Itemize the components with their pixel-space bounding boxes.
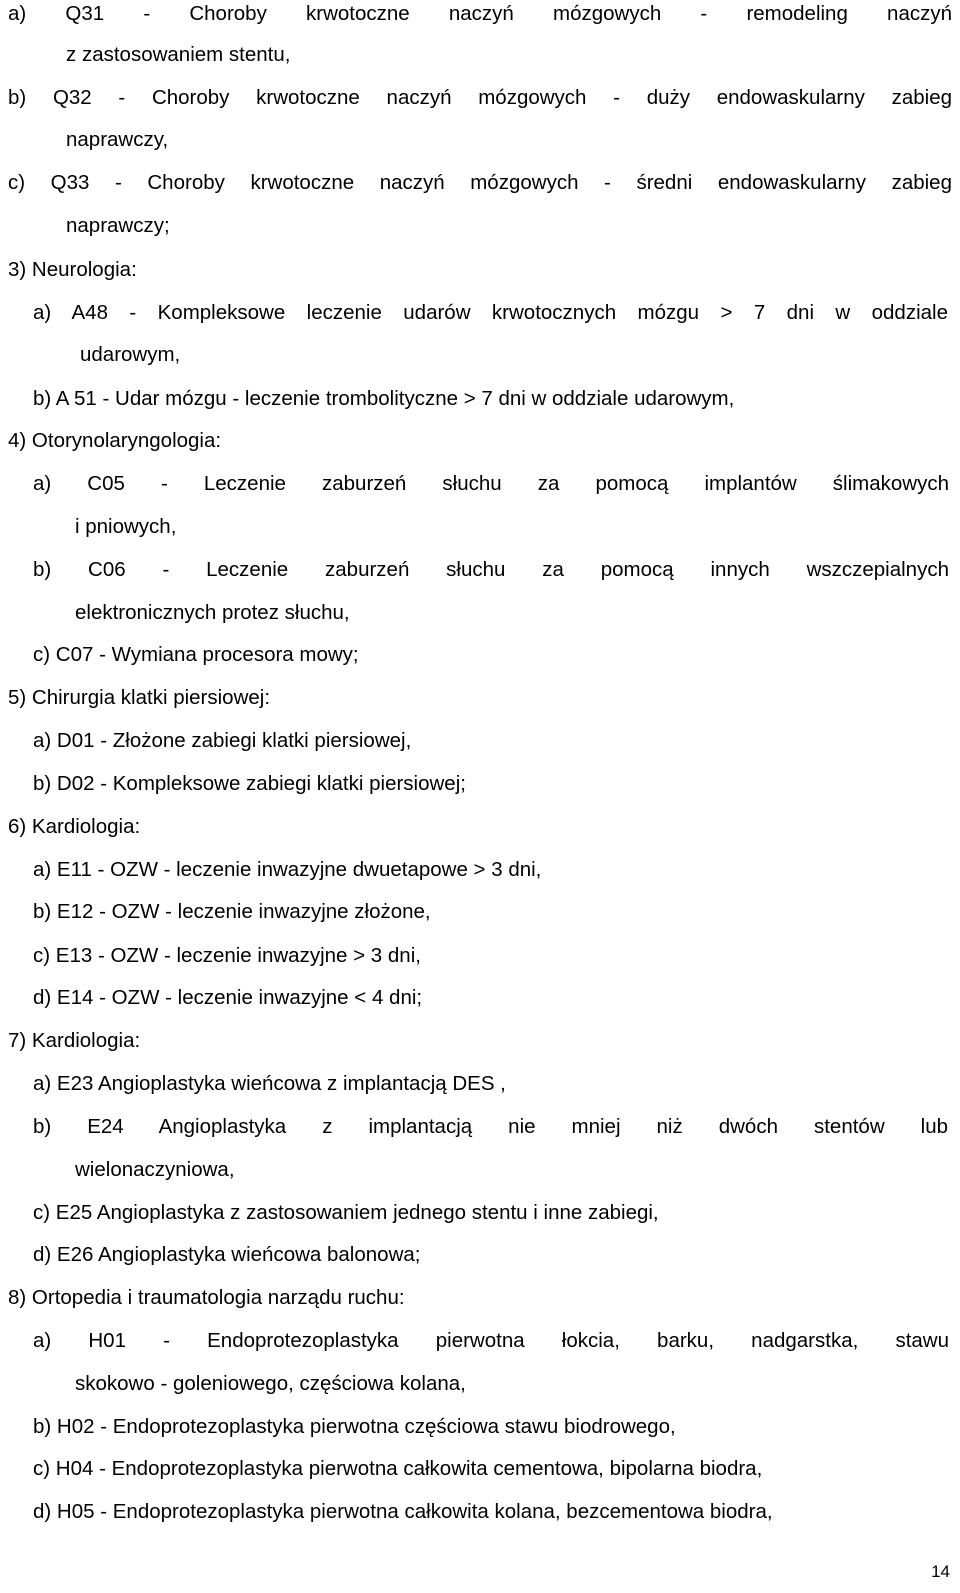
list-item-e14: d) E14 - OZW - leczenie inwazyjne < 4 dni; — [33, 986, 423, 1009]
list-item-e13: c) E13 - OZW - leczenie inwazyjne > 3 dni, — [33, 944, 421, 967]
list-item-e24: b) E24 Angioplastyka z implantacją nie mniej niż dwóch stentów lub — [33, 1115, 948, 1138]
section-heading-kardiologia-7: 7) Kardiologia: — [8, 1029, 141, 1052]
list-item-c06: b) C06 - Leczenie zaburzeń słuchu za pomocą innych wszczepialnych — [33, 558, 949, 581]
list-item-a51: b) A 51 - Udar mózgu - leczenie trombolityczne > 7 dni w oddziale udarowym, — [33, 387, 735, 410]
list-item-d01: a) D01 - Złożone zabiegi klatki piersiowej, — [33, 729, 412, 752]
list-item-e23: a) E23 Angioplastyka wieńcowa z implantacją DES , — [33, 1072, 506, 1095]
list-item-h01: a) H01 - Endoprotezoplastyka pierwotna łokcia, barku, nadgarstka, stawu — [33, 1329, 949, 1352]
list-item-q31-cont: z zastosowaniem stentu, — [66, 43, 291, 66]
list-item-a48: a) A48 - Kompleksowe leczenie udarów krwotocznych mózgu > 7 dni w oddziale — [33, 301, 948, 324]
list-item-e11: a) E11 - OZW - leczenie inwazyjne dwuetapowe > 3 dni, — [33, 858, 542, 881]
list-item-e12: b) E12 - OZW - leczenie inwazyjne złożone, — [33, 900, 431, 923]
list-item-e25: c) E25 Angioplastyka z zastosowaniem jednego stentu i inne zabiegi, — [33, 1201, 659, 1224]
section-heading-otorynolaryngologia: 4) Otorynolaryngologia: — [8, 429, 222, 452]
list-item-q32-cont: naprawczy, — [66, 128, 169, 151]
page-number: 14 — [931, 1562, 950, 1581]
list-item-h04: c) H04 - Endoprotezoplastyka pierwotna całkowita cementowa, bipolarna biodra, — [33, 1457, 763, 1480]
section-heading-neurologia: 3) Neurologia: — [8, 258, 137, 281]
list-item-c07: c) C07 - Wymiana procesora mowy; — [33, 643, 359, 666]
list-item-a48-cont: udarowym, — [80, 343, 181, 366]
list-item-e24-cont: wielonaczyniowa, — [75, 1158, 235, 1181]
list-item-q31: a) Q31 - Choroby krwotoczne naczyń mózgowych - remodeling naczyń — [8, 2, 952, 25]
list-item-h05: d) H05 - Endoprotezoplastyka pierwotna całkowita kolana, bezcementowa biodra, — [33, 1500, 773, 1523]
list-item-q32: b) Q32 - Choroby krwotoczne naczyń mózgowych - duży endowaskularny zabieg — [8, 86, 952, 109]
section-heading-kardiologia-6: 6) Kardiologia: — [8, 815, 141, 838]
list-item-c06-cont: elektronicznych protez słuchu, — [75, 601, 350, 624]
list-item-h01-cont: skokowo - goleniowego, częściowa kolana, — [75, 1372, 466, 1395]
list-item-c05-cont: i pniowych, — [75, 515, 177, 538]
list-item-q33-cont: naprawczy; — [66, 214, 170, 237]
list-item-d02: b) D02 - Kompleksowe zabiegi klatki piersiowej; — [33, 772, 466, 795]
section-heading-ortopedia: 8) Ortopedia i traumatologia narządu ruchu: — [8, 1286, 405, 1309]
list-item-h02: b) H02 - Endoprotezoplastyka pierwotna częściowa stawu biodrowego, — [33, 1415, 676, 1438]
section-heading-chirurgia-klatki-piersiowej: 5) Chirurgia klatki piersiowej: — [8, 686, 271, 709]
list-item-e26: d) E26 Angioplastyka wieńcowa balonowa; — [33, 1243, 421, 1266]
list-item-c05: a) C05 - Leczenie zaburzeń słuchu za pomocą implantów ślimakowych — [33, 472, 949, 495]
list-item-q33: c) Q33 - Choroby krwotoczne naczyń mózgowych - średni endowaskularny zabieg — [8, 171, 952, 194]
